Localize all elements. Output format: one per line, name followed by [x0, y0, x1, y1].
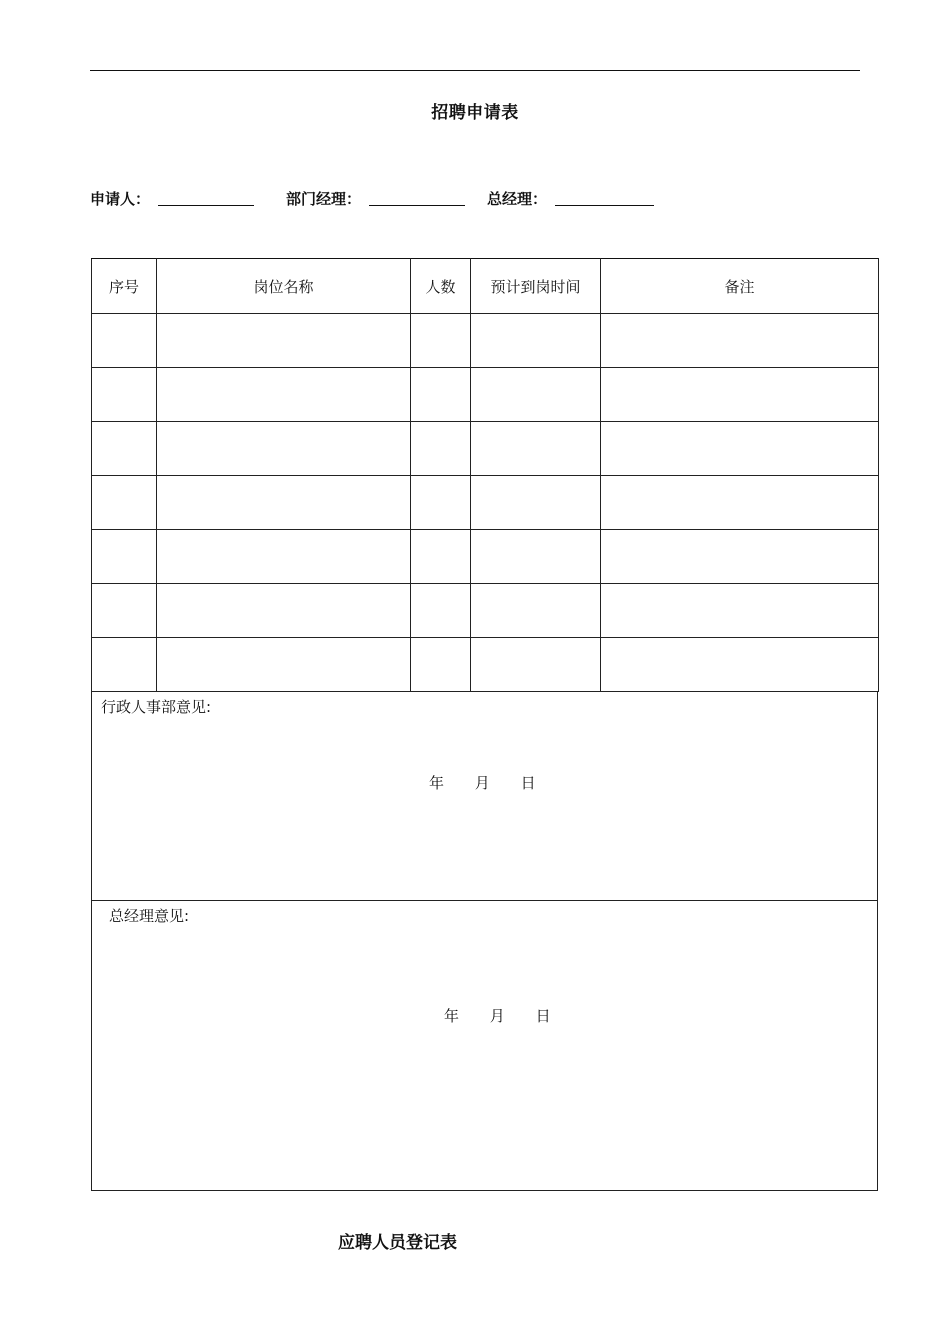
table-cell[interactable] — [411, 638, 471, 692]
table-cell[interactable] — [601, 530, 879, 584]
hr-opinion-label: 行政人事部意见: — [101, 698, 212, 716]
table-cell[interactable] — [601, 422, 879, 476]
table-cell[interactable] — [92, 476, 157, 530]
table-cell[interactable] — [157, 476, 411, 530]
applicant-signature — [90, 188, 254, 209]
gm-opinion-section[interactable] — [91, 900, 878, 1191]
hr-date-day: 日 — [520, 774, 536, 792]
table-cell[interactable] — [92, 638, 157, 692]
table-cell[interactable] — [411, 476, 471, 530]
header-position-name: 岗位名称 — [157, 259, 411, 314]
top-rule — [90, 70, 860, 71]
table-cell[interactable] — [157, 368, 411, 422]
table-cell[interactable] — [471, 422, 601, 476]
table-cell[interactable] — [471, 368, 601, 422]
gm-date-day: 日 — [535, 1007, 551, 1025]
header-remarks: 备注 — [601, 259, 879, 314]
table-row — [92, 368, 879, 422]
table-cell[interactable] — [411, 368, 471, 422]
gm-date-month: 月 — [489, 1007, 505, 1025]
table-cell[interactable] — [601, 476, 879, 530]
table-cell[interactable] — [411, 530, 471, 584]
header-headcount: 人数 — [411, 259, 471, 314]
hr-date-year: 年 — [429, 774, 445, 792]
table-cell[interactable] — [157, 314, 411, 368]
general-manager-signature — [487, 188, 654, 209]
table-row — [92, 638, 879, 692]
general-manager-signature-line[interactable] — [555, 205, 654, 206]
applicant-signature-line[interactable] — [158, 205, 254, 206]
table-header-row — [92, 259, 879, 314]
header-expected-date: 预计到岗时间 — [471, 259, 601, 314]
recruitment-table — [91, 258, 879, 692]
gm-opinion-label: 总经理意见: — [109, 907, 190, 925]
general-manager-label: 总经理： — [487, 190, 548, 208]
table-row — [92, 584, 879, 638]
table-cell[interactable] — [92, 368, 157, 422]
table-row — [92, 314, 879, 368]
table-cell[interactable] — [471, 314, 601, 368]
table-cell[interactable] — [92, 530, 157, 584]
table-row — [92, 530, 879, 584]
table-cell[interactable] — [411, 422, 471, 476]
applicant-label: 申请人： — [90, 190, 151, 208]
dept-manager-signature — [286, 188, 465, 209]
table-cell[interactable] — [471, 638, 601, 692]
dept-manager-label: 部门经理： — [286, 190, 362, 208]
signature-row — [90, 185, 654, 209]
table-cell[interactable] — [157, 584, 411, 638]
table-row — [92, 422, 879, 476]
gm-date-year: 年 — [444, 1007, 460, 1025]
table-cell[interactable] — [471, 584, 601, 638]
dept-manager-signature-line[interactable] — [369, 205, 465, 206]
page-title: 招聘申请表 — [431, 103, 519, 123]
table-cell[interactable] — [157, 530, 411, 584]
header-index: 序号 — [92, 259, 157, 314]
table-cell[interactable] — [157, 638, 411, 692]
table-row — [92, 476, 879, 530]
table-cell[interactable] — [92, 584, 157, 638]
table-cell[interactable] — [601, 584, 879, 638]
hr-opinion-date — [429, 772, 536, 793]
table-cell[interactable] — [411, 314, 471, 368]
table-cell[interactable] — [411, 584, 471, 638]
table-cell[interactable] — [92, 422, 157, 476]
gm-opinion-date — [444, 1005, 551, 1026]
hr-opinion-section[interactable] — [91, 692, 878, 901]
table-cell[interactable] — [601, 314, 879, 368]
table-cell[interactable] — [92, 314, 157, 368]
table-cell[interactable] — [601, 638, 879, 692]
next-form-title: 应聘人员登记表 — [338, 1233, 457, 1253]
table-cell[interactable] — [471, 476, 601, 530]
table-cell[interactable] — [157, 422, 411, 476]
table-cell[interactable] — [601, 368, 879, 422]
table-cell[interactable] — [471, 530, 601, 584]
hr-date-month: 月 — [474, 774, 490, 792]
